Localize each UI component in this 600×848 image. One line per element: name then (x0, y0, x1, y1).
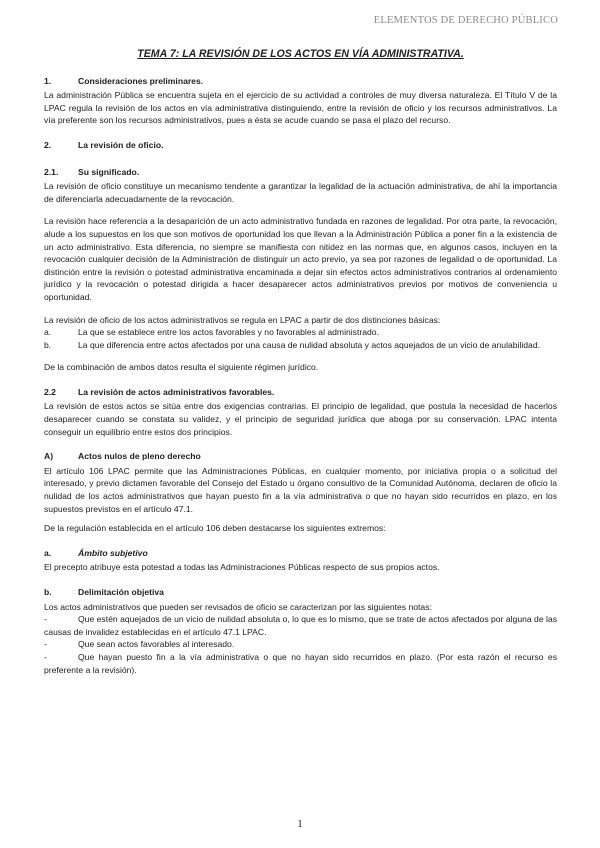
section-number: 2. (44, 139, 52, 150)
section-2-1-heading (44, 166, 557, 179)
section-title: Actos nulos de pleno derecho (78, 451, 201, 462)
section-1-heading (44, 75, 557, 88)
subsection-b-heading (44, 586, 557, 599)
section-title: Delimitación objetiva (78, 587, 164, 597)
running-header: ELEMENTOS DE DERECHO PÚBLICO (373, 15, 558, 26)
paragraph: De la regulación establecida en el artículo 106 deben destacarse los siguientes extremos: (44, 523, 386, 534)
section-title: Su significado. (78, 166, 140, 177)
section-number: 2.1. (44, 166, 59, 177)
list-text: Que sean actos favorables al interesado. (78, 639, 235, 650)
list-text: La que se establece entre los actos favorables y no favorables al administrado. (78, 327, 379, 338)
list-marker: b. (44, 339, 52, 350)
section-number: b. (44, 587, 52, 597)
list-marker: - (44, 651, 47, 662)
list-text: La que diferencia entre actos afectados por una causa de nulidad absoluta y actos aquejados de un vicio de anulabilidad. (78, 339, 541, 350)
paragraph: La administración Pública se encuentra sujeta en el ejercicio de su actividad a controles de muy diversa naturaleza. El Título V de la LPAC regula la revisión de los actos en vía administrativa distinguiendo, entre la revisión de oficio y los recursos administrativos. La vía preferente son los recursos administrativos, pues a ésta se acude cuando se pasa el plazo del recurso. (44, 90, 557, 126)
section-number: 1. (44, 75, 52, 86)
paragraph: De la combinación de ambos datos resulta el siguiente régimen jurídico. (44, 362, 319, 373)
paragraph: El precepto atribuye esta potestad a todas las Administraciones Públicas respecto de sus propios actos. (44, 562, 440, 573)
section-title: La revisión de oficio. (78, 139, 164, 150)
paragraph: La revisión de oficio de los actos administrativos se regula en LPAC a partir de dos distinciones básicas: (44, 314, 441, 325)
section-title: La revisión de actos administrativos favorables. (78, 386, 275, 397)
page-number: 1 (297, 818, 303, 830)
section-number: A) (44, 451, 54, 462)
paragraph: El artículo 106 LPAC permite que las Administraciones Públicas, en cualquier momento, por iniciativa propia o a solicitud del interesado, y previo dictamen favorable del Consejo del Estado u órgano consultivo de la Comunidad Autónoma, declaren de oficio la nulidad de los actos administrativos que hayan puesto fin a la vía administrativa o que no hayan sido recurridos en plazo, en los supuestos previstos en el artículo 47.1. (44, 465, 557, 514)
section-number: 2.2 (44, 386, 56, 397)
list-text: Que hayan puesto fin a la vía administrativa o que no hayan sido recurridos en plazo. (Por esta razón el recurso es preferente a la revisión). (44, 651, 557, 675)
list-item (44, 326, 557, 339)
paragraph: La revisión de estos actos se sitúa entre dos exigencias contrarias. El principio de legalidad, que postula la necesidad de hacerlos desaparecer cuando se constata su validez, y el principio de seguridad jurídica que aboga por su conservación. LPAC intenta conseguir un equilibrio entre estos dos principios. (44, 401, 557, 437)
list-item (44, 651, 557, 676)
list-marker: - (44, 639, 47, 650)
list-text: Que estén aquejados de un vicio de nulidad absoluta o, lo que es lo mismo, que se trate de actos afectados por alguna de las causas de invalidez establecidas en el artículo 47.1 LPAC. (44, 614, 557, 637)
section-2-heading (44, 139, 557, 152)
section-2-2-heading (44, 386, 557, 399)
section-title: Consideraciones preliminares. (78, 75, 204, 86)
list-marker: a. (44, 327, 52, 338)
list-item (44, 613, 557, 638)
paragraph: La revisión de oficio constituye un mecanismo tendente a garantizar la legalidad de la actuación administrativa, de ahí la importancia de diferenciarla adecuadamente de la revocación. (44, 181, 557, 204)
subsection-a-heading (44, 547, 557, 560)
section-number: a. (44, 547, 52, 558)
paragraph: Los actos administrativos que pueden ser revisados de oficio se caracterizan por las siguientes notas: (44, 601, 432, 612)
list-marker: - (44, 614, 47, 625)
section-title: Ámbito subjetivo (78, 547, 148, 558)
page-body (44, 46, 557, 676)
section-a-heading (44, 450, 557, 463)
paragraph: La revisión hace referencia a la desaparición de un acto administrativo fundada en razones de legalidad. Por otra parte, la revocación, alude a los supuestos en los que son motivos de oportunidad los que llevan a la Administración Pública a poner fin a la existencia de un acto administrativo. Esta diferencia, no siempre se manifiesta con nitidez en las normas que, en algunos casos, incluyen en la revocación cualquier decisión de la Administración de distinguir un acto previo, ya sea por razones de legalidad o de oportunidad. La distinción entre la revisión o potestad administrativa encaminada a dejar sin efectos actos administrativos contrarios al ordenamiento jurídico y la revocación o potestad dirigida a hacer desaparecer actos administrativos previos por motivos de conveniencia u oportunidad. (44, 216, 557, 302)
page-title: TEMA 7: LA REVISIÓN DE LOS ACTOS EN VÍA ADMINISTRATIVA. (137, 48, 464, 60)
list-item (44, 339, 557, 352)
list-item (44, 638, 557, 651)
